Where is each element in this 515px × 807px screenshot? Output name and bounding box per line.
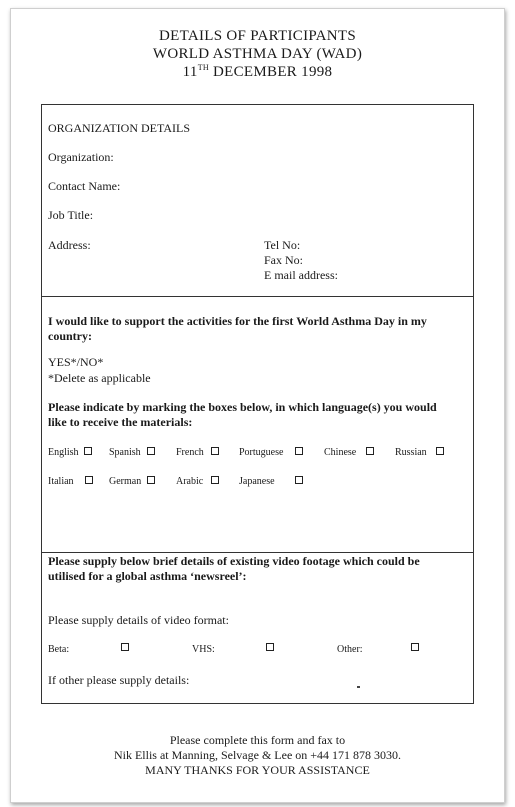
checkbox-italian[interactable]: [85, 476, 93, 484]
video-question-cont: utilised for a global asthma ‘newsreel’:: [48, 569, 247, 583]
language-label-french: French: [176, 447, 204, 458]
email-label: E mail address:: [264, 268, 338, 282]
checkbox-russian[interactable]: [436, 447, 444, 455]
checkbox-german[interactable]: [147, 476, 155, 484]
video-format-prompt: Please supply details of video format:: [48, 613, 229, 627]
language-label-english: English: [48, 447, 79, 458]
language-label-arabic: Arabic: [176, 476, 204, 487]
event-title: WORLD ASTHMA DAY (WAD): [152, 46, 363, 62]
video-question: Please supply below brief details of existing video footage which could be: [48, 554, 420, 568]
footer-thanks: MANY THANKS FOR YOUR ASSISTANCE: [145, 763, 370, 777]
language-label-spanish: Spanish: [109, 447, 141, 458]
format-label-other: Other:: [337, 644, 363, 655]
event-date: 11TH DECEMBER 1998: [182, 63, 333, 80]
checkbox-chinese[interactable]: [366, 447, 374, 455]
checkbox-english[interactable]: [84, 447, 92, 455]
checkbox-vhs[interactable]: [266, 643, 274, 651]
other-details-prompt: If other please supply details:: [48, 673, 190, 687]
support-question-cont: country:: [48, 329, 92, 343]
scan-speck: [357, 686, 360, 688]
language-label-italian: Italian: [48, 476, 74, 487]
language-label-russian: Russian: [395, 447, 427, 458]
checkbox-portuguese[interactable]: [295, 447, 303, 455]
language-question-cont: like to receive the materials:: [48, 415, 193, 429]
language-label-portuguese: Portuguese: [239, 447, 284, 458]
language-label-chinese: Chinese: [324, 447, 357, 458]
organization-heading: ORGANIZATION DETAILS: [48, 121, 191, 135]
format-label-beta: Beta:: [48, 644, 70, 655]
checkbox-arabic[interactable]: [211, 476, 219, 484]
support-question: I would like to support the activities for the first World Asthma Day in my: [48, 314, 427, 328]
fax-label: Fax No:: [264, 253, 303, 267]
checkbox-spanish[interactable]: [147, 447, 155, 455]
tel-label: Tel No:: [264, 238, 301, 252]
address-label: Address:: [48, 238, 91, 252]
language-label-japanese: Japanese: [239, 476, 275, 487]
checkbox-other[interactable]: [411, 643, 419, 651]
footer-contact: Nik Ellis at Manning, Selvage & Lee on +44 171 878 3030.: [113, 748, 402, 762]
checkbox-french[interactable]: [211, 447, 219, 455]
contact-name-label: Contact Name:: [48, 179, 121, 193]
form-title: DETAILS OF PARTICIPANTS: [158, 28, 357, 44]
language-question: Please indicate by marking the boxes below, in which language(s) you would: [48, 400, 437, 414]
format-label-vhs: VHS:: [192, 644, 215, 655]
checkbox-japanese[interactable]: [295, 476, 303, 484]
checkbox-beta[interactable]: [121, 643, 129, 651]
organization-field-label: Organization:: [48, 150, 114, 164]
language-label-german: German: [109, 476, 142, 487]
delete-note: *Delete as applicable: [48, 371, 151, 385]
job-title-label: Job Title:: [48, 208, 94, 222]
footer-instruction: Please complete this form and fax to: [169, 733, 346, 747]
yes-no-option: YES*/NO*: [48, 355, 104, 369]
